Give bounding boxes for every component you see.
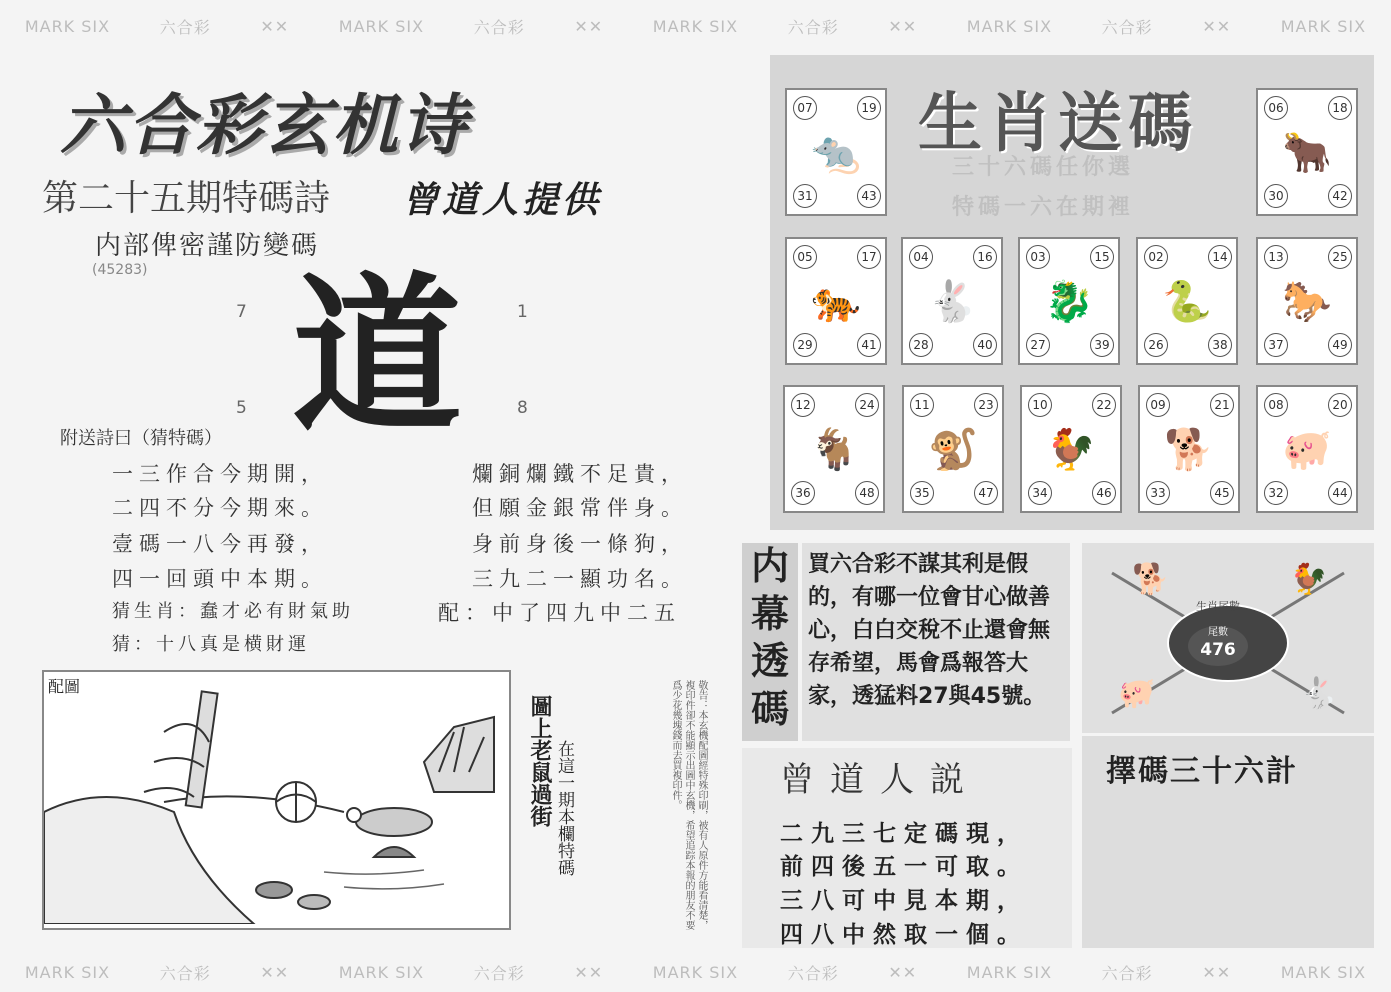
zodiac-number: 03	[1026, 245, 1050, 269]
zodiac-number: 10	[1028, 393, 1052, 417]
issue-code: (45283)	[92, 262, 148, 278]
watermark-text: ✕✕	[260, 962, 290, 982]
picture-label: 配圖	[48, 677, 81, 696]
sayings-title: 曾道人説	[780, 760, 980, 800]
watermark-text: MARK SIX	[1280, 16, 1367, 36]
tail-ring-label: 生肖尾數	[1196, 600, 1240, 613]
watermark-text: ✕✕	[888, 16, 918, 36]
picture-caption: 圖上老鼠過街	[527, 695, 552, 827]
zodiac-number: 28	[909, 333, 933, 357]
issue-code-value: 45283	[97, 262, 143, 278]
watermark-text: MARK SIX	[24, 962, 111, 982]
zodiac-faint-line: 三十六碼任你選	[952, 155, 1135, 180]
zodiac-card	[785, 88, 887, 216]
zodiac-number: 47	[974, 481, 998, 505]
poem-left-line: 二四不分今期來。	[112, 496, 328, 520]
zodiac-card	[1138, 385, 1240, 513]
inside-tip-title: 内幕透碼	[742, 543, 798, 741]
zodiac-animal-icon: 🐂	[1282, 129, 1332, 176]
zodiac-card	[783, 385, 885, 513]
zodiac-number: 40	[973, 333, 997, 357]
zodiac-number: 39	[1090, 333, 1114, 357]
zodiac-animal-icon: 🐖	[1282, 426, 1332, 473]
zodiac-animal-icon: 🐅	[811, 278, 861, 325]
poem-left-line: 猜生肖：蠢才必有財氣助	[112, 601, 354, 622]
zodiac-animal-icon: 🐍	[1162, 278, 1212, 325]
zodiac-number: 04	[909, 245, 933, 269]
zodiac-number: 33	[1146, 481, 1170, 505]
zodiac-card	[1256, 385, 1358, 513]
watermark-text: 六合彩	[473, 17, 525, 37]
watermark-text: ✕✕	[574, 962, 604, 982]
rabbit-icon: 🐇	[1300, 676, 1338, 711]
zodiac-number: 13	[1264, 245, 1288, 269]
zodiac-number: 18	[1328, 96, 1352, 120]
zodiac-number: 17	[857, 245, 881, 269]
watermark-text: MARK SIX	[966, 16, 1053, 36]
zodiac-card	[902, 385, 1004, 513]
watermark-text: MARK SIX	[338, 962, 425, 982]
zodiac-animal-icon: 🐐	[809, 426, 859, 473]
sayings-line: 二九三七定碼現，	[780, 820, 1028, 847]
zodiac-card	[1018, 237, 1120, 365]
picture-drawing	[44, 672, 505, 924]
zodiac-number: 21	[1210, 393, 1234, 417]
poem-right-line: 但願金銀常伴身。	[472, 496, 688, 520]
tail-badge	[1188, 626, 1248, 666]
zodiac-number: 19	[857, 96, 881, 120]
watermark-text: ✕✕	[260, 16, 290, 36]
zodiac-number: 22	[1092, 393, 1116, 417]
tail-badge-label: 尾數	[1208, 627, 1228, 638]
zodiac-card	[1256, 237, 1358, 365]
zodiac-number: 20	[1328, 393, 1352, 417]
watermark-text: ✕✕	[574, 16, 604, 36]
zodiac-number: 41	[857, 333, 881, 357]
zodiac-number: 23	[974, 393, 998, 417]
zodiac-title: 生肖送碼	[918, 87, 1198, 161]
zodiac-number: 34	[1028, 481, 1052, 505]
zodiac-number: 36	[791, 481, 815, 505]
watermark-text: MARK SIX	[966, 962, 1053, 982]
print-notice: 敬告：本玄機配圖經特殊印刷，被有人原件方能看清楚，複印件卻不能顯示出圖中玄機，希望追踪本報的朋友不要爲少花幾塊錢而去買複印件。	[670, 680, 707, 930]
watermark-text: 六合彩	[473, 963, 525, 983]
zodiac-number: 12	[791, 393, 815, 417]
zodiac-number: 26	[1144, 333, 1168, 357]
zodiac-animal-icon: 🐀	[811, 129, 861, 176]
poem-right-line: 配：中了四九中二五	[438, 601, 681, 625]
zodiac-animal-icon: 🐇	[927, 278, 977, 325]
rooster-icon: 🐓	[1290, 562, 1328, 597]
zodiac-number: 38	[1208, 333, 1232, 357]
zodiac-card	[1256, 88, 1358, 216]
watermark-text: MARK SIX	[24, 16, 111, 36]
watermark-text: ✕✕	[1202, 16, 1232, 36]
watermark-text: 六合彩	[787, 17, 839, 37]
bottom-watermark-band	[0, 952, 1391, 992]
zodiac-number: 42	[1328, 184, 1352, 208]
zodiac-number: 49	[1328, 333, 1352, 357]
period-heading: 第二十五期特碼詩	[42, 178, 331, 219]
page-title: 六合彩玄机诗	[60, 87, 468, 164]
hint-character: 道	[292, 258, 463, 456]
secret-subtitle: 内部俾密謹防變碼	[95, 231, 320, 261]
zodiac-number: 37	[1264, 333, 1288, 357]
zodiac-animal-icon: 🐎	[1282, 278, 1332, 325]
matching-picture	[42, 670, 511, 930]
watermark-text: MARK SIX	[652, 16, 739, 36]
corner-number-bl: 5	[236, 398, 247, 418]
zodiac-number: 30	[1264, 184, 1288, 208]
watermark-text: ✕✕	[1202, 962, 1232, 982]
zodiac-number: 09	[1146, 393, 1170, 417]
zodiac-number: 05	[793, 245, 817, 269]
inside-tip-text: 買六合彩不謀其利是假的，有哪一位會甘心做善心，白白交稅不止還會無存希望，馬會爲報答大家，透猛料27與45號。	[808, 552, 1051, 709]
zodiac-number: 45	[1210, 481, 1234, 505]
zodiac-animal-icon: 🐒	[928, 426, 978, 473]
zodiac-number: 44	[1328, 481, 1352, 505]
zodiac-card	[1020, 385, 1122, 513]
zodiac-number: 31	[793, 184, 817, 208]
top-watermark-band	[0, 6, 1391, 46]
watermark-text: MARK SIX	[652, 962, 739, 982]
zodiac-number: 43	[857, 184, 881, 208]
zodiac-number: 15	[1090, 245, 1114, 269]
watermark-text: MARK SIX	[1280, 962, 1367, 982]
zodiac-number: 06	[1264, 96, 1288, 120]
sayings-line: 三八可中見本期，	[780, 887, 1028, 914]
corner-number-tl: 7	[236, 302, 247, 322]
zodiac-card	[901, 237, 1003, 365]
poem-right-line: 爛銅爛鐵不足貴，	[472, 462, 688, 486]
zodiac-number: 16	[973, 245, 997, 269]
pig-icon: 🐖	[1118, 676, 1156, 711]
poem-left-line: 壹碼一八今再發，	[112, 532, 328, 556]
zodiac-number: 08	[1264, 393, 1288, 417]
tail-badge-value: 476	[1200, 640, 1236, 660]
poem-label: 附送詩曰（猜特碼）	[60, 428, 222, 449]
poem-right-line: 身前身後一條狗，	[472, 532, 688, 556]
zodiac-number: 46	[1092, 481, 1116, 505]
provider-heading: 曾道人提供	[402, 180, 603, 221]
poem-left-line: 猜：十八真是横財運	[112, 634, 310, 655]
poem-left-line: 一三作合今期開，	[112, 462, 328, 486]
strategy-title: 擇碼三十六計	[1106, 754, 1298, 789]
zodiac-number: 27	[1026, 333, 1050, 357]
watermark-text: 六合彩	[1101, 963, 1153, 983]
watermark-text: 六合彩	[787, 963, 839, 983]
poem-right-line: 三九二一顯功名。	[472, 567, 688, 591]
watermark-text: MARK SIX	[338, 16, 425, 36]
zodiac-number: 48	[855, 481, 879, 505]
zodiac-faint-line: 特碼一六在期裡	[952, 195, 1135, 220]
zodiac-number: 25	[1328, 245, 1352, 269]
poem-left-line: 四一回頭中本期。	[112, 567, 328, 591]
watermark-text: 六合彩	[159, 963, 211, 983]
corner-number-tr: 1	[517, 302, 528, 322]
zodiac-card	[785, 237, 887, 365]
watermark-text: 六合彩	[1101, 17, 1153, 37]
zodiac-number: 11	[910, 393, 934, 417]
sayings-line: 四八中然取一個。	[780, 921, 1028, 948]
picture-caption-sub: 在這一期本欄特碼	[554, 740, 574, 876]
watermark-text: 六合彩	[159, 17, 211, 37]
zodiac-animal-icon: 🐕	[1164, 426, 1214, 473]
zodiac-animal-icon: 🐓	[1046, 426, 1096, 473]
corner-number-br: 8	[517, 398, 528, 418]
zodiac-number: 14	[1208, 245, 1232, 269]
sayings-line: 前四後五一可取。	[780, 853, 1028, 880]
zodiac-number: 24	[855, 393, 879, 417]
zodiac-number: 32	[1264, 481, 1288, 505]
zodiac-number: 29	[793, 333, 817, 357]
zodiac-card	[1136, 237, 1238, 365]
zodiac-animal-icon: 🐉	[1044, 278, 1094, 325]
dog-icon: 🐕	[1132, 562, 1170, 597]
zodiac-number: 02	[1144, 245, 1168, 269]
zodiac-number: 07	[793, 96, 817, 120]
watermark-text: ✕✕	[888, 962, 918, 982]
zodiac-number: 35	[910, 481, 934, 505]
